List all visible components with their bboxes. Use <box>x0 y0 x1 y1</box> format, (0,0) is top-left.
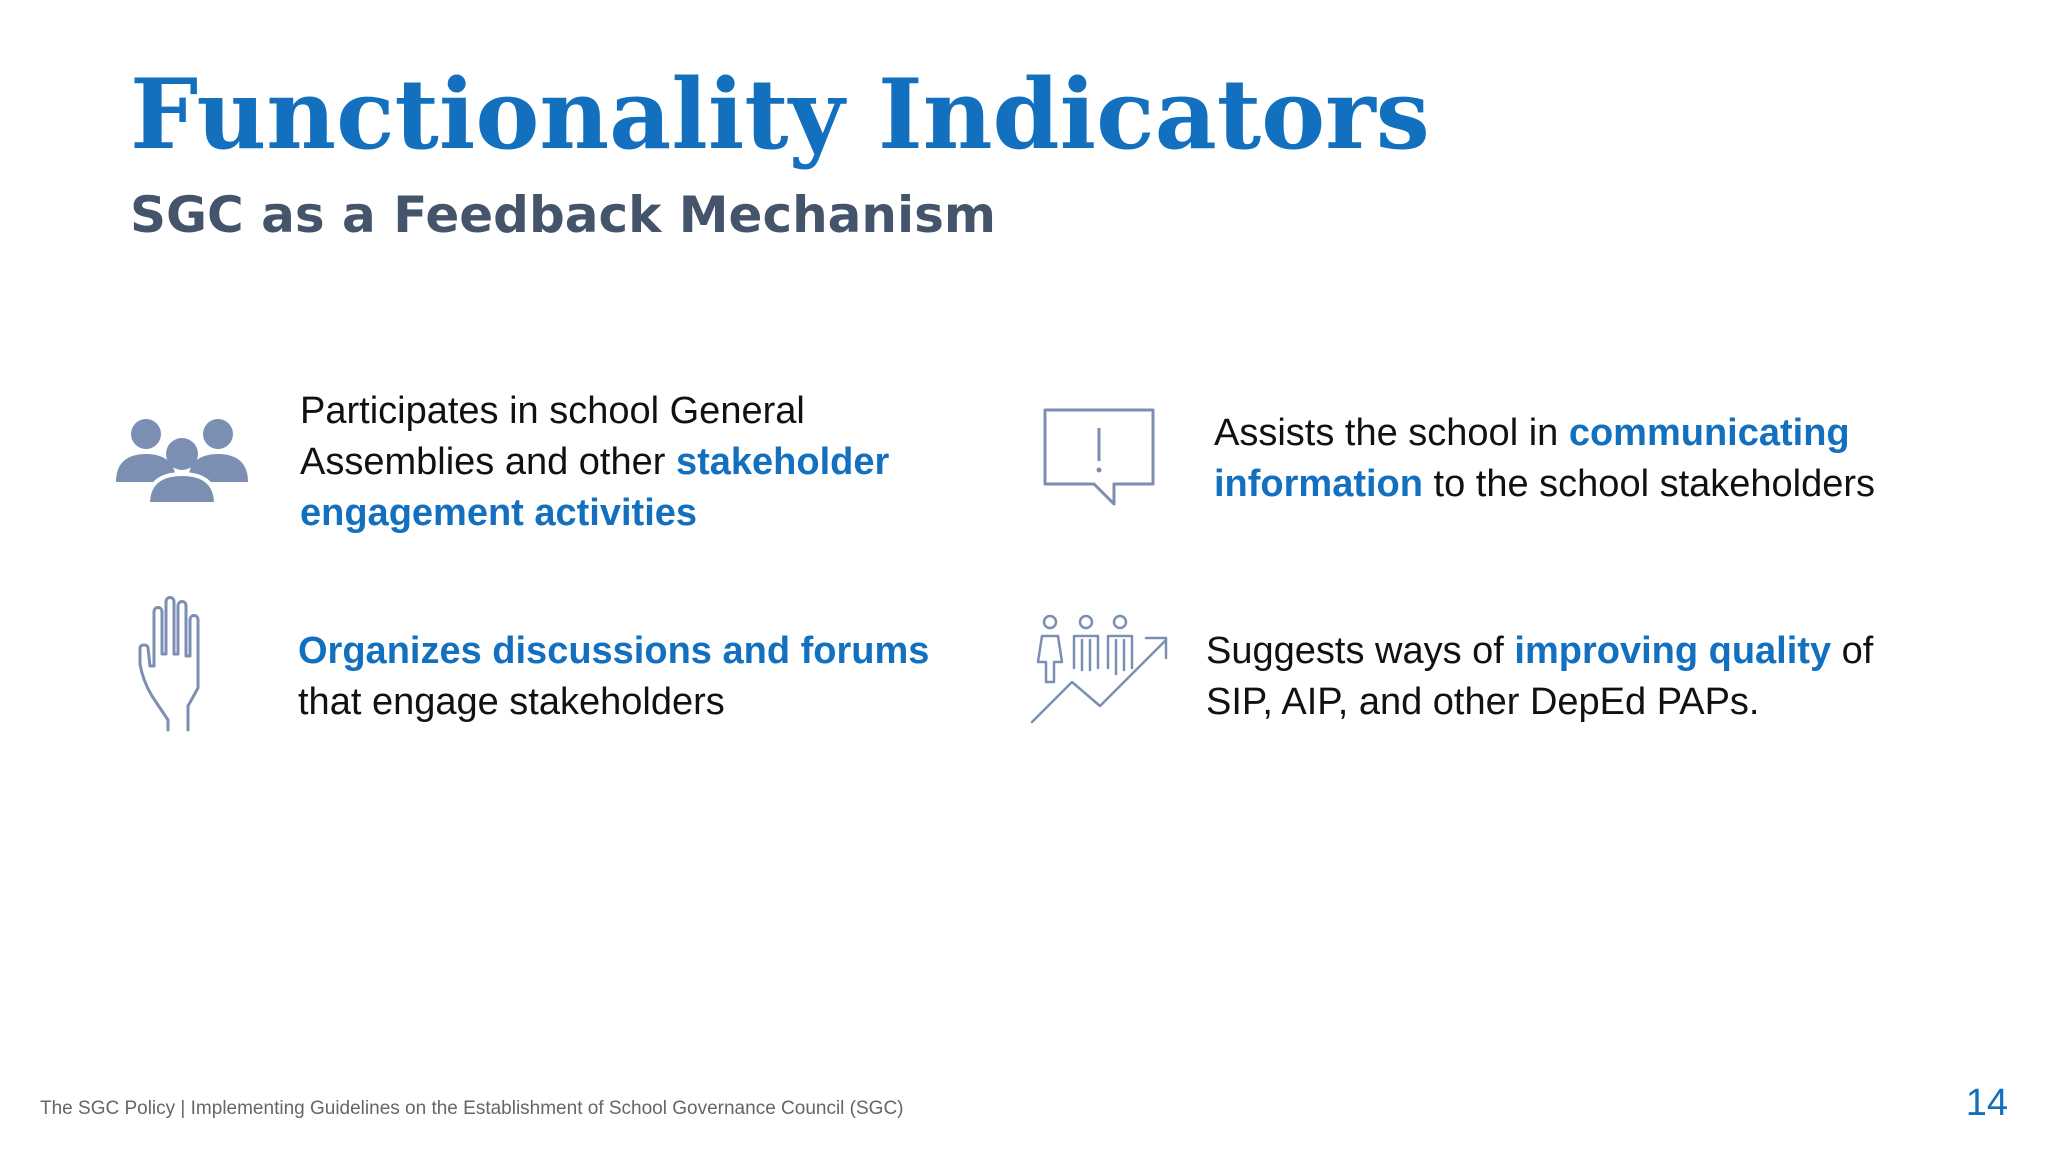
item-suggests-text-pre: Suggests ways of <box>1206 630 1515 672</box>
item-assists-text-pre: Assists the school in <box>1214 412 1569 454</box>
people-growth-arrow-icon <box>1028 610 1172 726</box>
item-organizes-text-post: that engage stakeholders <box>298 681 725 723</box>
slide-subtitle: SGC as a Feedback Mechanism <box>130 186 997 244</box>
item-participates-text <box>300 386 940 539</box>
footer-text: The SGC Policy | Implementing Guidelines on the Establishment of School Governance Council (SGC) <box>40 1098 904 1119</box>
group-icon <box>112 410 252 510</box>
slide-title: Functionality Indicators <box>130 58 1430 171</box>
item-suggests-text-post: of SIP, AIP, and other DepEd PAPs. <box>1206 630 1874 723</box>
item-participates-highlight: stakeholder engagement activities <box>300 441 890 534</box>
item-assists-text <box>1214 408 1934 510</box>
item-organizes-highlight: Organizes discussions and forums <box>298 630 930 672</box>
item-participates-text-pre: Participates in school General Assemblies and other <box>300 390 805 483</box>
item-suggests-text <box>1206 626 1906 728</box>
item-assists-text-post: to the school stakeholders <box>1422 463 1876 505</box>
speech-bubble-exclamation-icon <box>1040 406 1160 514</box>
item-suggests-highlight: improving quality <box>1514 630 1832 672</box>
item-assists-highlight: communicating information <box>1214 412 1850 505</box>
page-number: 14 <box>1965 1082 2008 1124</box>
raised-hand-icon <box>136 596 232 732</box>
item-organizes-text <box>298 626 958 728</box>
